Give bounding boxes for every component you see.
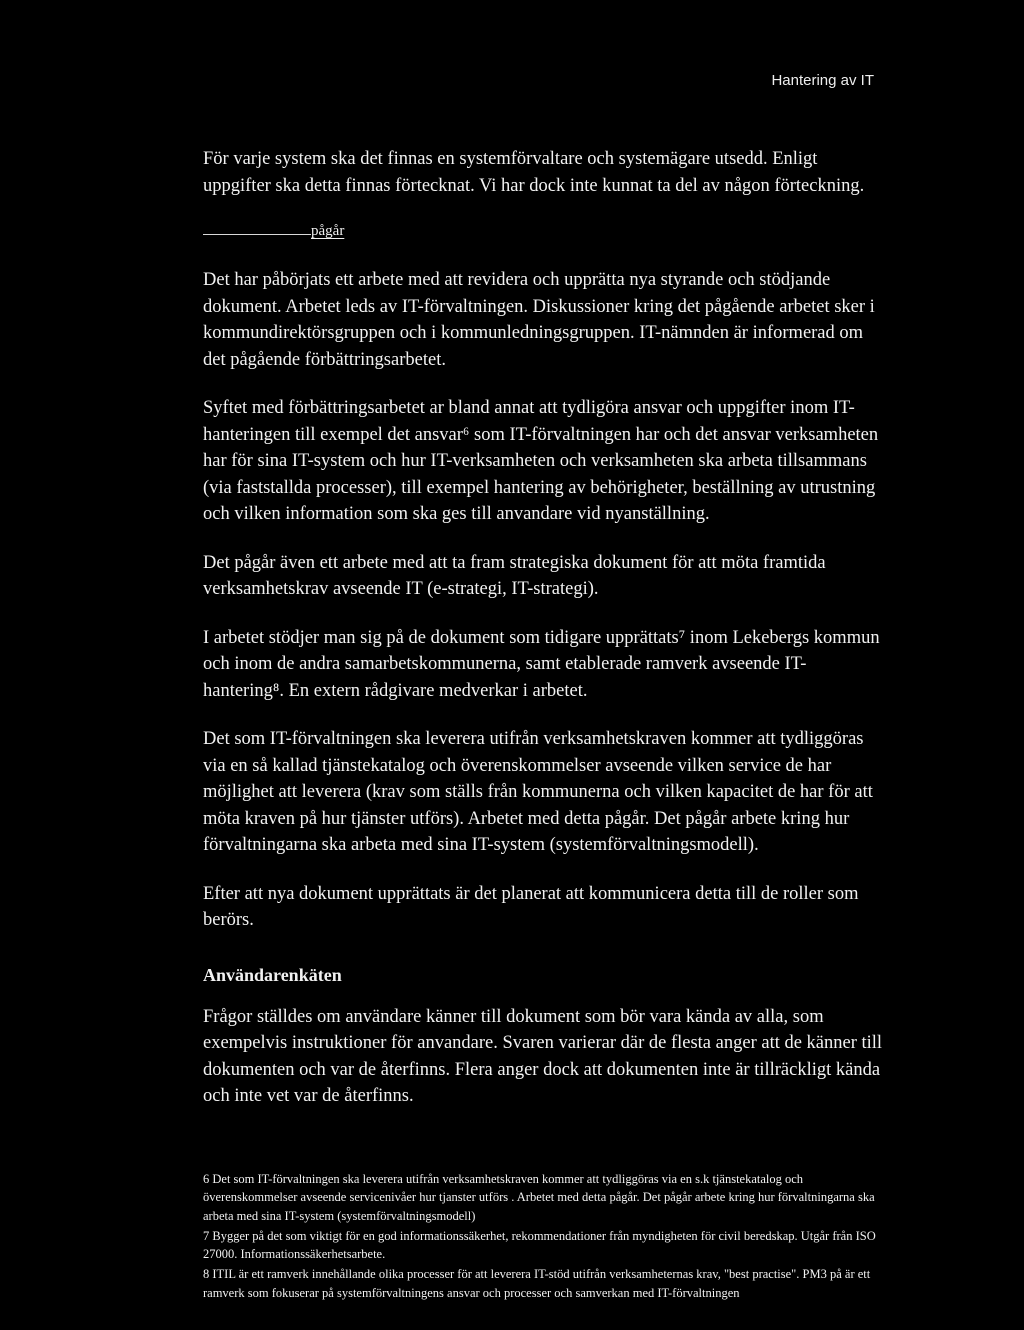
paragraph-system-owners: För varje system ska det finnas en systemförvaltare och systemägare utsedd. Enligt uppgifter ska detta finnas förtecknat. Vi har dock inte kunnat ta del av någon förteckning. [203,149,865,196]
body-text [203,146,883,1132]
paragraph-communication: Efter att nya dokument upprättats är det planerat att kommunicera detta till de roller som berörs. [203,883,859,930]
footnote-6: 6 Det som IT-förvaltningen ska leverera utifrån verksamhetskraven kommer att tydliggöras via en s.k tjänstekatalog och överenskommelser avseende servicenivåer hur tjanster utförs . Arbetet med detta pågår. Det pågår arbete kring hur förvaltningarna ska arbeta med sina IT-system (systemförvaltningsmodell) [203,1172,875,1223]
status-line [203,221,883,241]
paragraph-revision-work: Det har påbörjats ett arbete med att revidera och upprätta nya styrande och stödjande dokument. Arbetet leds av IT-förvaltningen. Diskussioner kring det pågående arbetet sker i kommundirektörsgruppen och i kommunledningsgruppen. IT-nämnden är informerad om det pågående förbättringsarbetet. [203,270,875,370]
status-rule [203,226,311,235]
footnote-7: 7 Bygger på det som viktigt för en god informationssäkerhet, rekommendationer från myndigheten för civil beredskap. Utgår från ISO 27000. Informationssäkerhetsarbete. [203,1228,876,1262]
status-label: pågår [311,223,345,239]
paragraph-frameworks: I arbetet stödjer man sig på de dokument som tidigare upprättats⁷ inom Lekebergs kommun och inom de andra samarbetskommunerna, samt etablerade ramverk avseende IT-hantering⁸. En extern rådgivare medverkar i arbetet. [203,627,880,701]
paragraph-improvement-purpose: Syftet med förbättringsarbetet ar bland annat att tydligöra ansvar och uppgifter inom IT-hanteringen till exempel det ansvar⁶ som IT-förvaltningen har och det ansvar verksamheten har för sina IT-system och hur IT-verksamheten och verksamheten ska arbeta tillsammans (via faststallda processer), till exempel hantering av behörigheter, beställning av utrustning och vilken information som ska ges till anvandare vid nyanställning. [203,398,879,524]
footnotes [203,1170,883,1304]
footnote-8: 8 ITIL är ett ramverk innehållande olika processer för att leverera IT-stöd utifrån verksamheternas krav, "best practise". PM3 på är ett ramverk som fokuserar på systemförvaltningens ansvar och processer och samverkan med IT-förvaltningen [203,1267,871,1300]
paragraph-strategy-documents: Det pågår även ett arbete med att ta fram strategiska dokument för att möta framtida verksamhetskrav avseende IT (e-strategi, IT-strategi). [203,552,826,599]
section-heading: Användarenkäten [203,964,342,985]
paragraph-user-survey: Frågor ställdes om användare känner till dokument som bör vara kända av alla, som exempelvis instruktioner för anvandare. Svaren varierar där de flesta anger att de känner till dokumenten och var de återfinns. Flera anger dock att dokumenten inte är tillräckligt kända och inte vet var de återfinns. [203,1006,883,1106]
running-header: Hantering av IT [771,72,874,89]
paragraph-service-catalog: Det som IT-förvaltningen ska leverera utifrån verksamhetskraven kommer att tydliggöras via en så kallad tjänstekatalog och överenskommelser avseende vilken service de har möjlighet att leverera (krav som ställs från kommunerna och vilken kapacitet de har för att möta kraven på hur tjänster utförs). Arbetet med detta pågår. Det pågår arbete kring hur förvaltningarna ska arbeta med sina IT-system (systemförvaltningsmodell). [203,729,873,855]
